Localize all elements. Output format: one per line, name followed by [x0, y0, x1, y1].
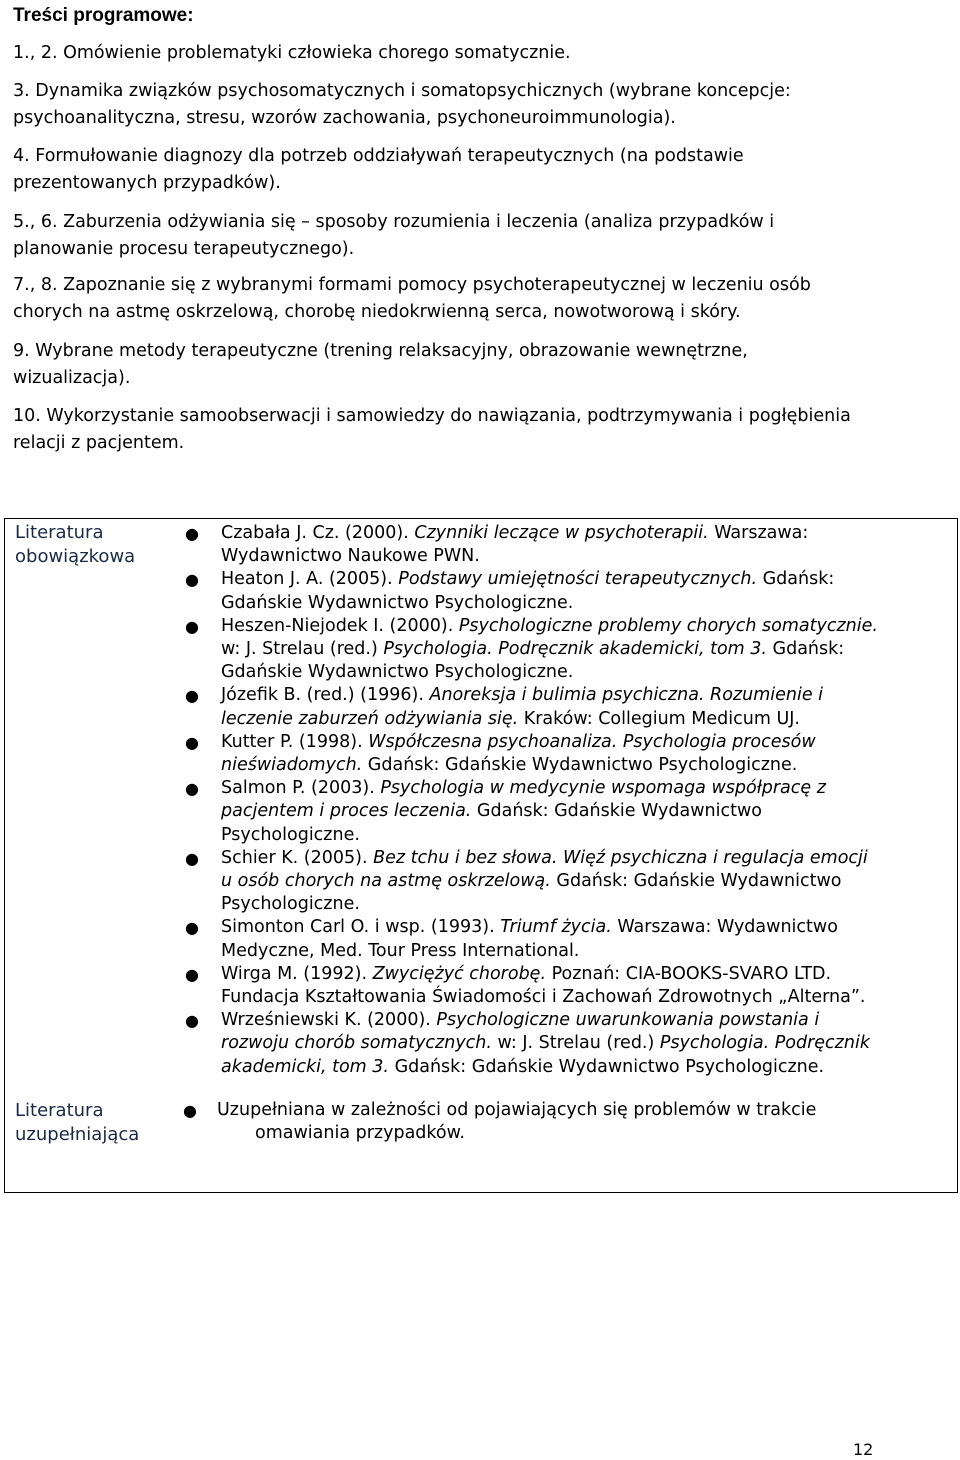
entry-title-text: Psychologiczne problemy chorych somatycznie.	[458, 615, 878, 636]
topic-line: 4. Formułowanie diagnozy dla potrzeb oddziaływań terapeutycznych (na podstawie	[13, 146, 744, 166]
supplementary-entry-line2: omawiania przypadków.	[255, 1123, 465, 1144]
topic-line: planowanie procesu terapeutycznego).	[13, 239, 355, 259]
bullet-icon: ●	[185, 732, 199, 752]
topic-item	[13, 78, 948, 132]
entry-text: Kutter P. (1998).	[221, 731, 369, 752]
topic-item	[13, 143, 948, 197]
literature-entry	[185, 568, 946, 614]
entry-text: Wydawnictwo Naukowe PWN.	[221, 546, 480, 567]
topic-line: wizualizacja).	[13, 368, 131, 388]
topic-line: 10. Wykorzystanie samoobserwacji i samowiedzy do nawiązania, podtrzymywania i pogłębienia	[13, 406, 851, 426]
entry-text: Gdańskie Wydawnictwo Psychologiczne.	[221, 662, 574, 683]
entry-text: Gdańskie Wydawnictwo Psychologiczne.	[221, 592, 574, 613]
entry-text: Gdańsk: Gdańskie Wydawnictwo	[471, 801, 762, 822]
required-literature-label	[15, 521, 135, 569]
bullet-icon: ●	[185, 524, 199, 543]
supplementary-literature-list	[183, 1099, 937, 1145]
page-number: 12	[853, 1440, 874, 1459]
entry-text: Gdańsk: Gdańskie Wydawnictwo Psychologiczne.	[389, 1056, 825, 1077]
bullet-icon: ●	[185, 616, 199, 636]
bullet-icon: ●	[185, 779, 199, 799]
entry-text: Czabała J. Cz. (2000).	[221, 523, 415, 543]
topic-item	[13, 40, 948, 67]
literature-entry	[185, 916, 946, 962]
entry-text: Warszawa: Wydawnictwo	[611, 917, 838, 938]
entry-title-text: Anoreksja i bulimia psychiczna. Rozumienie i	[429, 685, 824, 706]
entry-text: w: J. Strelau (red.)	[221, 639, 384, 660]
entry-title-text: akademicki, tom 3.	[221, 1056, 389, 1077]
entry-text: Heszen-Niejodek I. (2000).	[221, 615, 459, 636]
topic-line: prezentowanych przypadków).	[13, 173, 281, 193]
topic-line: relacji z pacjentem.	[13, 433, 185, 453]
topic-item	[13, 272, 948, 326]
entry-title-text: Psychologia w medycynie wspomaga współpracę z	[380, 778, 826, 799]
entry-text: Gdańsk: Gdańskie Wydawnictwo	[550, 871, 842, 892]
bullet-icon: ●	[185, 1011, 199, 1031]
entry-title-text: Zwyciężyć chorobę.	[372, 963, 547, 984]
entry-text: Gdańsk:	[757, 569, 835, 590]
entry-text: Heaton J. A. (2005).	[221, 569, 399, 590]
entry-title-text: Współczesna psychoanaliza. Psychologia procesów	[368, 731, 816, 752]
bullet-icon: ●	[185, 686, 199, 706]
supplementary-literature-label	[15, 1099, 139, 1147]
bullet-icon: ●	[183, 1101, 197, 1120]
topic-line: 3. Dynamika związków psychosomatycznych i somatopsychicznych (wybrane koncepcje:	[13, 81, 791, 101]
entry-title-text: u osób chorych na astmę oskrzelową.	[221, 871, 551, 892]
entry-title-text: leczenie zaburzeń odżywiania się.	[221, 708, 519, 729]
entry-text: Schier K. (2005).	[221, 847, 374, 868]
program-contents-heading: Treści programowe:	[13, 5, 194, 26]
entry-title-text: Psychologiczne uwarunkowania powstania i	[436, 1010, 820, 1031]
entry-text: Fundacja Kształtowania Świadomości i Zachowań Zdrowotnych „Alterna”.	[221, 987, 866, 1008]
literature-entry	[185, 847, 946, 917]
entry-text: Gdańsk: Gdańskie Wydawnictwo Psychologiczne.	[362, 755, 798, 776]
topic-line: 9. Wybrane metody terapeutyczne (trening relaksacyjny, obrazowanie wewnętrzne,	[13, 341, 748, 361]
literature-entry	[185, 731, 946, 777]
literature-entry	[185, 963, 946, 1009]
supplementary-label-line2: uzupełniająca	[15, 1124, 140, 1145]
entry-text: Warszawa:	[708, 523, 809, 543]
topic-line: 5., 6. Zaburzenia odżywiania się – sposoby rozumienia i leczenia (analiza przypadków i	[13, 212, 775, 232]
entry-title-text: Bez tchu i bez słowa. Więź psychiczna i regulacja emocji	[373, 847, 868, 868]
bullet-icon: ●	[185, 918, 199, 938]
required-literature-list	[185, 522, 946, 1079]
topic-line: psychoanalityczna, stresu, wzorów zachowania, psychoneuroimmunologia).	[13, 108, 676, 128]
entry-text: w: J. Strelau (red.)	[491, 1033, 660, 1054]
entry-title-text: Triumf życia.	[500, 917, 612, 938]
entry-text: Poznań: CIA-BOOKS-SVARO LTD.	[546, 963, 832, 984]
bullet-icon: ●	[185, 570, 199, 590]
topic-line: chorych na astmę oskrzelową, chorobę niedokrwienną serca, nowotworową i skóry.	[13, 302, 741, 322]
bullet-icon: ●	[185, 848, 199, 868]
topic-item	[13, 338, 948, 392]
entry-title-text: Psychologia. Podręcznik akademicki, tom 3.	[383, 639, 767, 660]
entry-text: Psychologiczne.	[221, 824, 360, 845]
required-label-line1: Literatura	[15, 522, 104, 543]
entry-text: Medyczne, Med. Tour Press International.	[221, 940, 580, 961]
entry-title-text: nieświadomych.	[221, 755, 363, 776]
literature-entry	[185, 684, 946, 730]
literature-entry	[185, 615, 946, 685]
supplementary-entry	[183, 1099, 937, 1145]
entry-title-text: Czynniki leczące w psychoterapii.	[414, 523, 709, 543]
topic-line: 1., 2. Omówienie problematyki człowieka chorego somatycznie.	[13, 43, 571, 63]
entry-title-text: pacjentem i proces leczenia.	[221, 801, 472, 822]
topic-line: 7., 8. Zapoznanie się z wybranymi formami pomocy psychoterapeutycznej w leczeniu osób	[13, 275, 811, 295]
entry-text: Wirga M. (1992).	[221, 963, 373, 984]
entry-text: Salmon P. (2003).	[221, 778, 381, 799]
supplementary-label-line1: Literatura	[15, 1100, 104, 1121]
entry-text: Wrześniewski K. (2000).	[221, 1010, 437, 1031]
literature-entry	[185, 1009, 946, 1079]
required-label-line2: obowiązkowa	[15, 546, 136, 567]
literature-table	[4, 518, 958, 1193]
literature-entry	[185, 522, 946, 568]
literature-entry	[185, 777, 946, 847]
entry-text: Psychologiczne.	[221, 894, 360, 915]
bullet-icon: ●	[185, 964, 199, 984]
entry-text: Kraków: Collegium Medicum UJ.	[518, 708, 800, 729]
entry-text: Józefik B. (red.) (1996).	[221, 685, 430, 706]
entry-title-text: Podstawy umiejętności terapeutycznych.	[398, 569, 758, 590]
supplementary-entry-line1: Uzupełniana w zależności od pojawiających się problemów w trakcie	[217, 1100, 817, 1120]
topic-item	[13, 403, 948, 457]
entry-text: Gdańsk:	[766, 639, 845, 660]
entry-text: Simonton Carl O. i wsp. (1993).	[221, 917, 501, 938]
entry-title-text: rozwoju chorób somatycznych.	[221, 1033, 492, 1054]
topic-item	[13, 209, 948, 263]
entry-title-text: Psychologia. Podręcznik	[659, 1033, 870, 1054]
